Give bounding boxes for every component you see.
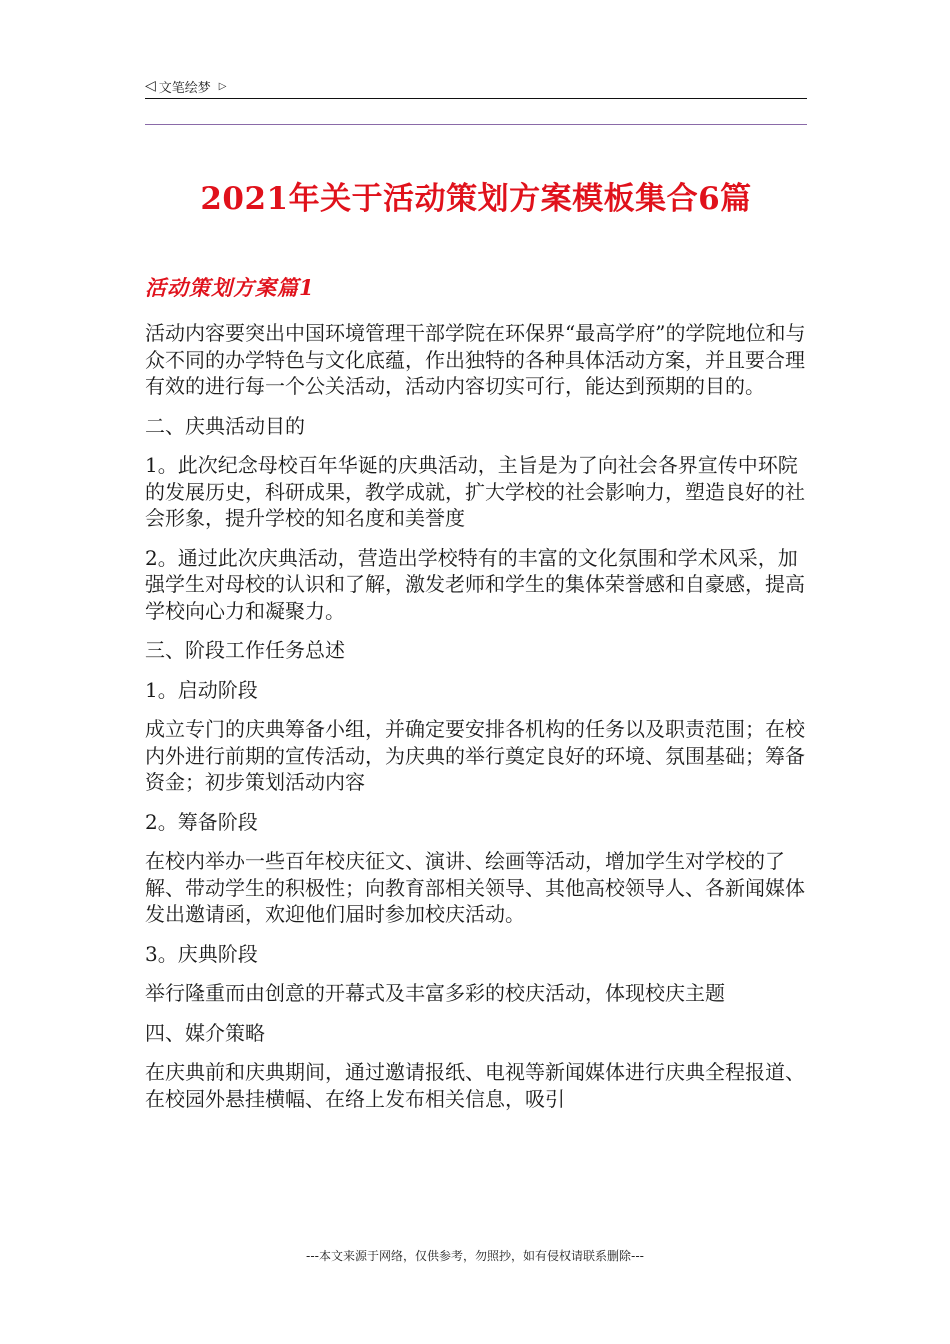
triangle-right-icon: ▷ (218, 80, 227, 92)
body-paragraph: 3。庆典阶段 (145, 941, 258, 966)
document-body (145, 320, 807, 1125)
header-rule (145, 98, 807, 99)
body-paragraph: 1。启动阶段 (145, 677, 258, 702)
document-footer: ---本文来源于网络，仅供参考，勿照抄，如有侵权请联系删除--- (306, 1249, 644, 1263)
section-heading: 活动策划方案篇1 (145, 275, 315, 300)
document-title: 2021年关于活动策划方案模板集合6篇 (200, 180, 752, 217)
body-paragraph: 2。筹备阶段 (145, 809, 258, 834)
body-paragraph: 成立专门的庆典筹备小组，并确定要安排各机构的任务以及职责范围；在校内外进行前期的宣传活动，为庆典的举行奠定良好的环境、氛围基础；筹备资金；初步策划活动内容 (145, 717, 805, 794)
body-paragraph: 三、阶段工作任务总述 (145, 638, 345, 662)
triangle-left-icon: ◁ (145, 78, 156, 94)
body-paragraph: 2。通过此次庆典活动，营造出学校特有的丰富的文化氛围和学术风采，加强学生对母校的认识和了解，激发老师和学生的集体荣誉感和自豪感，提高学校向心力和凝聚力。 (145, 545, 805, 623)
body-paragraph: 活动内容要突出中国环境管理干部学院在环保界“最高学府”的学院地位和与众不同的办学特色与文化底蕴，作出独特的各种具体活动方案，并且要合理有效的进行每一个公关活动，活动内容切实可行，能达到预期的目的。 (145, 321, 806, 398)
body-paragraph: 1。此次纪念母校百年华诞的庆典活动，主旨是为了向社会各界宣传中环院的发展历史，科研成果，教学成就，扩大学校的社会影响力，塑造良好的社会形象，提升学校的知名度和美誉度 (145, 453, 805, 530)
body-paragraph: 在校内举办一些百年校庆征文、演讲、绘画等活动，增加学生对学校的了解、带动学生的积极性；向教育部相关领导、其他高校领导人、各新闻媒体发出邀请函，欢迎他们届时参加校庆活动。 (145, 849, 805, 926)
body-paragraph: 四、媒介策略 (145, 1020, 265, 1045)
body-paragraph: 举行隆重而由创意的开幕式及丰富多彩的校庆活动，体现校庆主题 (145, 981, 725, 1005)
body-paragraph: 在庆典前和庆典期间，通过邀请报纸、电视等新闻媒体进行庆典全程报道、在校园外悬挂横幅、在络上发布相关信息，吸引 (145, 1060, 805, 1111)
header-accent-rule (145, 124, 807, 125)
brand-name: 文笔绘梦 (158, 80, 211, 96)
document-header (145, 74, 807, 98)
body-paragraph: 二、庆典活动目的 (145, 413, 305, 438)
